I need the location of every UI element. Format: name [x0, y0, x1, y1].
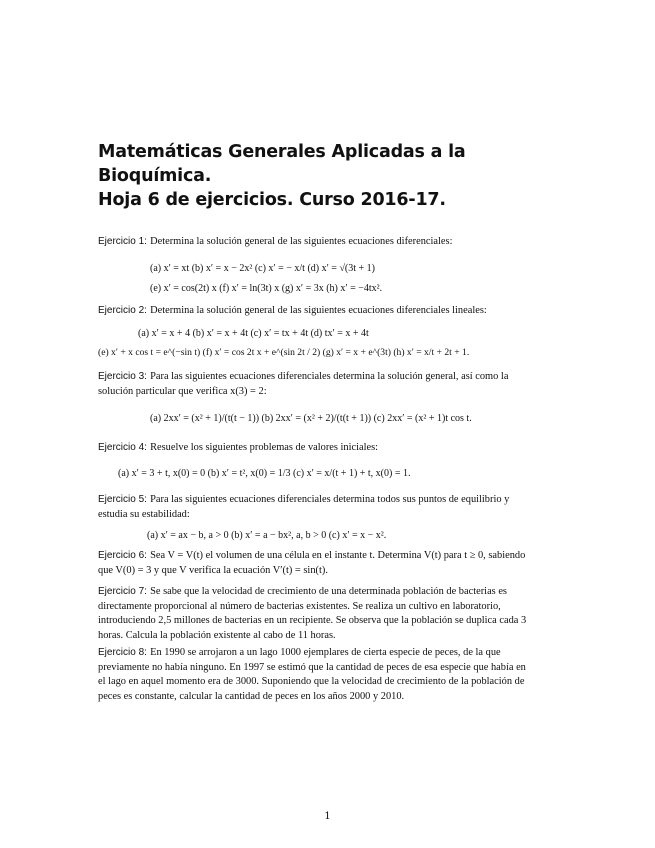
exercise-4-items-row-1: (a) x′ = 3 + t, x(0) = 0 (b) x′ = t², x(0) = 1/3 (c) x′ = x/(t + 1) + t, x(0) = 1. [118, 468, 411, 479]
exercise-1-text: Determina la solución general de las siguientes ecuaciones diferenciales: [150, 236, 453, 247]
exercise-1-label: Ejercicio 1: [98, 236, 147, 247]
exercise-5-items-row-1: (a) x′ = ax − b, a > 0 (b) x′ = a − bx², a, b > 0 (c) x′ = x − x². [147, 530, 387, 541]
exercise-3-label: Ejercicio 3: [98, 371, 147, 382]
exercise-4 [98, 441, 528, 456]
exercise-2-text: Determina la solución general de las siguientes ecuaciones diferenciales lineales: [150, 305, 487, 316]
exercise-3 [98, 370, 528, 399]
exercise-1-items-row-1: (a) x′ = xt (b) x′ = x − 2x² (c) x′ = − x/t (d) x′ = √(3t + 1) [150, 263, 376, 274]
exercise-1 [98, 235, 528, 250]
exercise-7-text: Se sabe que la velocidad de crecimiento de una determinada población de bacterias es directamente proporcional al número de bacterias existentes. Se realiza un cultivo en laboratorio, introduciendo 2,5 millones de bacterias en un recipiente. Se observa que la población se duplica cada 3 horas. Calcula la población existente al cabo de 11 horas. [98, 586, 527, 641]
exercise-5-text: Para las siguientes ecuaciones diferenciales determina todos sus puntos de equilibrio y estudia su estabilidad: [98, 494, 510, 520]
exercise-4-label: Ejercicio 4: [98, 442, 147, 453]
exercise-3-text: Para las siguientes ecuaciones diferenciales determina la solución general, así como la solución particular que verifica x(3) = 2: [98, 371, 509, 397]
exercise-6-label: Ejercicio 6: [98, 550, 147, 561]
exercise-8-label: Ejercicio 8: [98, 647, 147, 658]
exercise-5 [98, 493, 528, 522]
exercise-6 [98, 549, 528, 578]
title-line-1: Matemáticas Generales Aplicadas a la Bioquímica. [98, 142, 466, 186]
exercise-7 [98, 585, 528, 643]
document-title [98, 140, 568, 212]
exercise-6-text: Sea V = V(t) el volumen de una célula en el instante t. Determina V(t) para t ≥ 0, sabiendo que V(0) = 3 y que V verifica la ecuación V′(t) = sin(t). [98, 550, 526, 576]
exercise-8-text: En 1990 se arrojaron a un lago 1000 ejemplares de cierta especie de peces, de la que previamente no había ninguno. En 1997 se estimó que la cantidad de peces de esa especie que había en el lago en aquel momento era de 3000. Suponiendo que la velocidad de crecimiento de la población de peces es constante, calcular la cantidad de peces en los años 2000 y 2010. [98, 647, 526, 702]
exercise-1-items-row-2: (e) x′ = cos(2t) x (f) x′ = ln(3t) x (g) x′ = 3x (h) x′ = −4tx². [150, 283, 383, 294]
exercise-8 [98, 646, 528, 704]
exercise-2-label: Ejercicio 2: [98, 305, 147, 316]
exercise-2-items-row-2: (e) x′ + x cos t = e^(−sin t) (f) x′ = cos 2t x + e^(sin 2t / 2) (g) x′ = x + e^(3t) (h) x′ = x/t + 2t + 1. [98, 347, 470, 358]
exercise-7-label: Ejercicio 7: [98, 586, 147, 597]
exercise-2-items-row-1: (a) x′ = x + 4 (b) x′ = x + 4t (c) x′ = tx + 4t (d) tx′ = x + 4t [138, 328, 369, 339]
page-number: 1 [324, 811, 331, 822]
title-line-2: Hoja 6 de ejercicios. Curso 2016-17. [98, 190, 446, 210]
exercise-3-items-row-1: (a) 2xx′ = (x² + 1)/(t(t − 1)) (b) 2xx′ = (x² + 2)/(t(t + 1)) (c) 2xx′ = (x² + 1)t cos t. [150, 413, 472, 424]
exercise-2 [98, 304, 528, 319]
exercise-4-text: Resuelve los siguientes problemas de valores iniciales: [150, 442, 379, 453]
exercise-5-label: Ejercicio 5: [98, 494, 147, 505]
